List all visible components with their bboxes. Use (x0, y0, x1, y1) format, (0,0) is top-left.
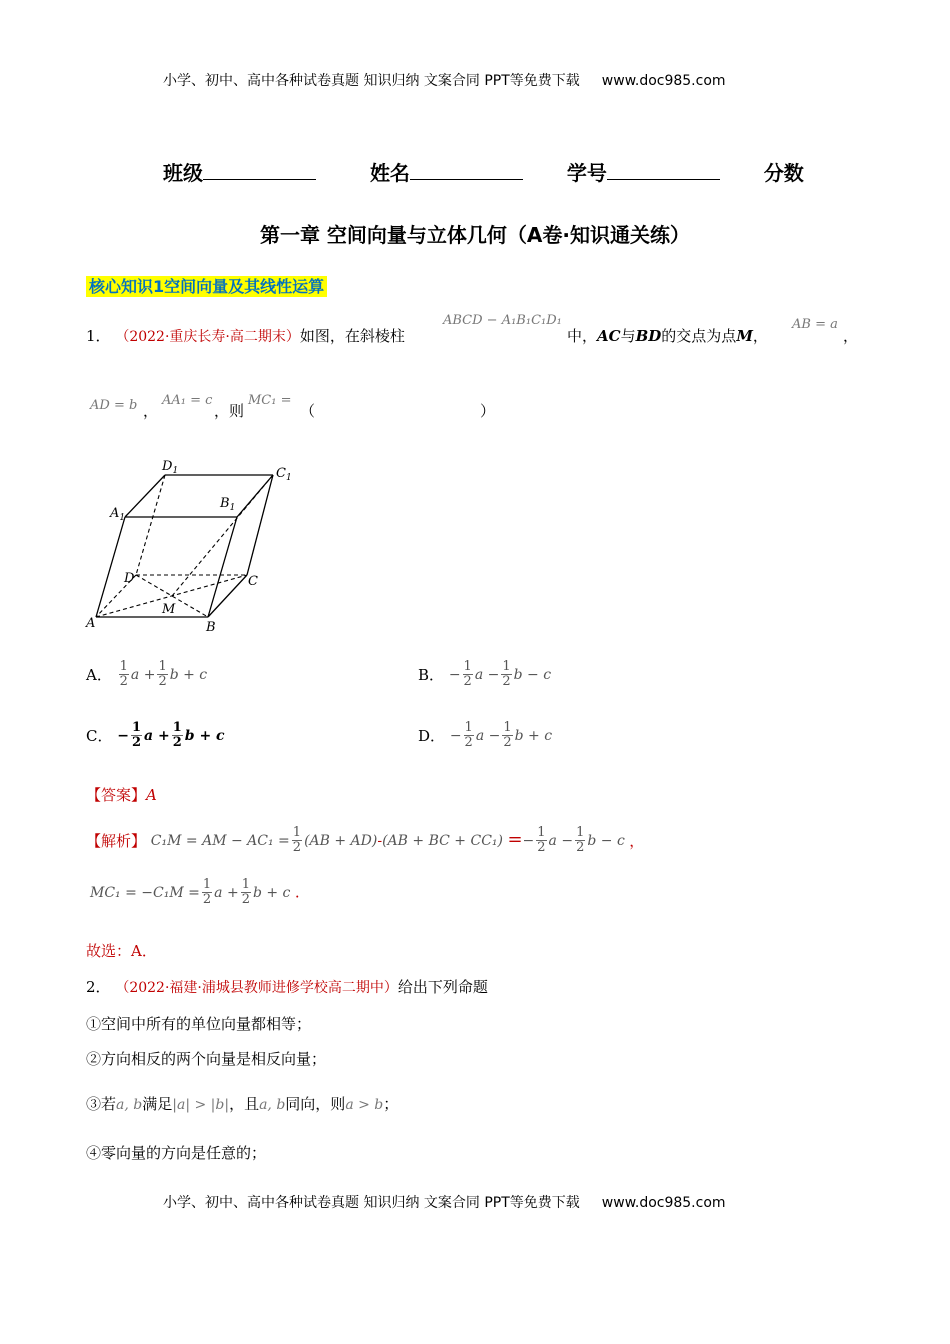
page-footer (163, 1192, 726, 1212)
option-b-expr: − $\frac{1}{2}$ a − $\frac{1}{2}$ b − c (448, 659, 552, 689)
section-label: 核心知识1空间向量及其线性运算 (86, 276, 327, 297)
q1-aa1: AA₁ = c (162, 393, 213, 408)
label-a: A (86, 616, 96, 631)
q1-ad: AD = b (90, 398, 138, 413)
student-info-fields (163, 157, 804, 186)
section-heading (86, 274, 327, 297)
q1-paren-close: ） (480, 402, 496, 420)
label-d1: $D_1$ (162, 459, 179, 476)
q1-mc1: MC₁ = (248, 393, 292, 408)
option-d-expr: − $\frac{1}{2}$ a − $\frac{1}{2}$ b + c (449, 720, 553, 750)
q1-text-2: 中， (567, 327, 598, 345)
label-b: B (206, 620, 216, 635)
option-c-label: C． (86, 727, 113, 745)
label-b1: $B_1$ (220, 496, 236, 513)
option-d-label: D． (418, 727, 446, 745)
q1-then: ，则 (214, 402, 245, 420)
q1-prism-name: ABCD − A₁B₁C₁D₁ (443, 313, 562, 328)
option-b[interactable] (418, 660, 551, 689)
q1-analysis-line-1 (86, 826, 644, 855)
question-1-line-1 (86, 325, 405, 346)
q1-paren-open: （ (300, 402, 316, 420)
q2-prop-4: ④零向量的方向是任意的； (86, 1144, 267, 1162)
label-m: M (162, 602, 176, 617)
name-label: 姓名 (369, 161, 410, 185)
q1-analysis-line-2 (90, 878, 300, 907)
option-d[interactable] (418, 721, 552, 750)
page-header (163, 70, 726, 90)
q2-source: （2022·福建·浦城县教师进修学校高二期中） (115, 980, 398, 996)
question-1-line-1b (567, 325, 768, 346)
q1-ac: AC (597, 327, 621, 345)
analysis-label: 【解析】 (86, 832, 147, 850)
prism-figure (80, 455, 310, 635)
q1-text-8: ， (752, 327, 768, 345)
q1-bd: BD (635, 327, 662, 345)
q1-answer (86, 784, 157, 805)
q1-point-m: M (736, 327, 753, 345)
analysis-end-1: ， (629, 832, 645, 850)
name-blank[interactable] (410, 159, 523, 180)
q1-comma: ， (843, 327, 859, 345)
number-label: 学号 (566, 161, 607, 185)
q2-prop-1: ①空间中所有的单位向量都相等； (86, 1015, 312, 1033)
score-label: 分数 (763, 161, 804, 185)
answer-value: A (146, 786, 157, 804)
label-c1: $C_1$ (276, 466, 292, 483)
option-a-expr: $\frac{1}{2}$ a + $\frac{1}{2}$ b + c (119, 659, 208, 689)
q1-source: （2022·重庆长寿·高二期末） (115, 329, 300, 345)
number-blank[interactable] (607, 159, 720, 180)
q2-prop-3: ③若a, b满足|a| > |b|，且a, b同向，则a > b； (86, 1095, 399, 1113)
option-a[interactable] (86, 660, 207, 689)
option-a-label: A． (86, 666, 112, 684)
option-c[interactable] (86, 721, 225, 750)
label-a1: $A_1$ (110, 506, 126, 523)
q2-prop-2: ②方向相反的两个向量是相反向量； (86, 1050, 327, 1068)
header-text: 小学、初中、高中各种试卷真题 知识归纳 文案合同 PPT等免费下载 (163, 73, 580, 89)
q1-text-4: 与 (620, 327, 636, 345)
option-c-expr: − $\frac{1}{2}$ a + $\frac{1}{2}$ b + c (117, 720, 225, 750)
q1-ab: AB = a (792, 317, 838, 332)
class-blank[interactable] (203, 159, 316, 180)
option-b-label: B． (418, 666, 445, 684)
answer-label: 【答案】 (86, 786, 147, 804)
label-c: C (248, 574, 258, 589)
question-2-line-1 (86, 976, 488, 997)
page-title: 第一章 空间向量与立体几何（A卷·知识通关练） (259, 223, 691, 247)
header-url[interactable]: www.doc985.com (601, 73, 726, 89)
footer-text: 小学、初中、高中各种试卷真题 知识归纳 文案合同 PPT等免费下载 (163, 1195, 580, 1211)
footer-url[interactable]: www.doc985.com (601, 1195, 726, 1211)
analysis-end-2: . (294, 883, 300, 902)
q1-conclusion: 故选：A． (86, 942, 157, 960)
q1-text-6: 的交点为点 (661, 327, 737, 345)
analysis-expr-1: C₁M = AM − AC₁ = $\frac{1}{2}$ (AB + AD)-(AB + BC + CC₁) =− $\frac{1}{2}$ a − $\frac{1}{2}$ b − c (150, 825, 625, 855)
q1-number: 1． (86, 327, 111, 345)
q1-text-1: 如图，在斜棱柱 (299, 327, 405, 345)
label-d: D (124, 571, 135, 586)
analysis-expr-2: MC₁ = −C₁M = $\frac{1}{2}$ a + $\frac{1}{2}$ b + c (90, 877, 291, 907)
class-label: 班级 (163, 161, 203, 185)
q1-comma-2: ， (143, 402, 159, 420)
q2-text-1: 给出下列命题 (397, 978, 488, 996)
q2-number: 2． (86, 978, 111, 996)
